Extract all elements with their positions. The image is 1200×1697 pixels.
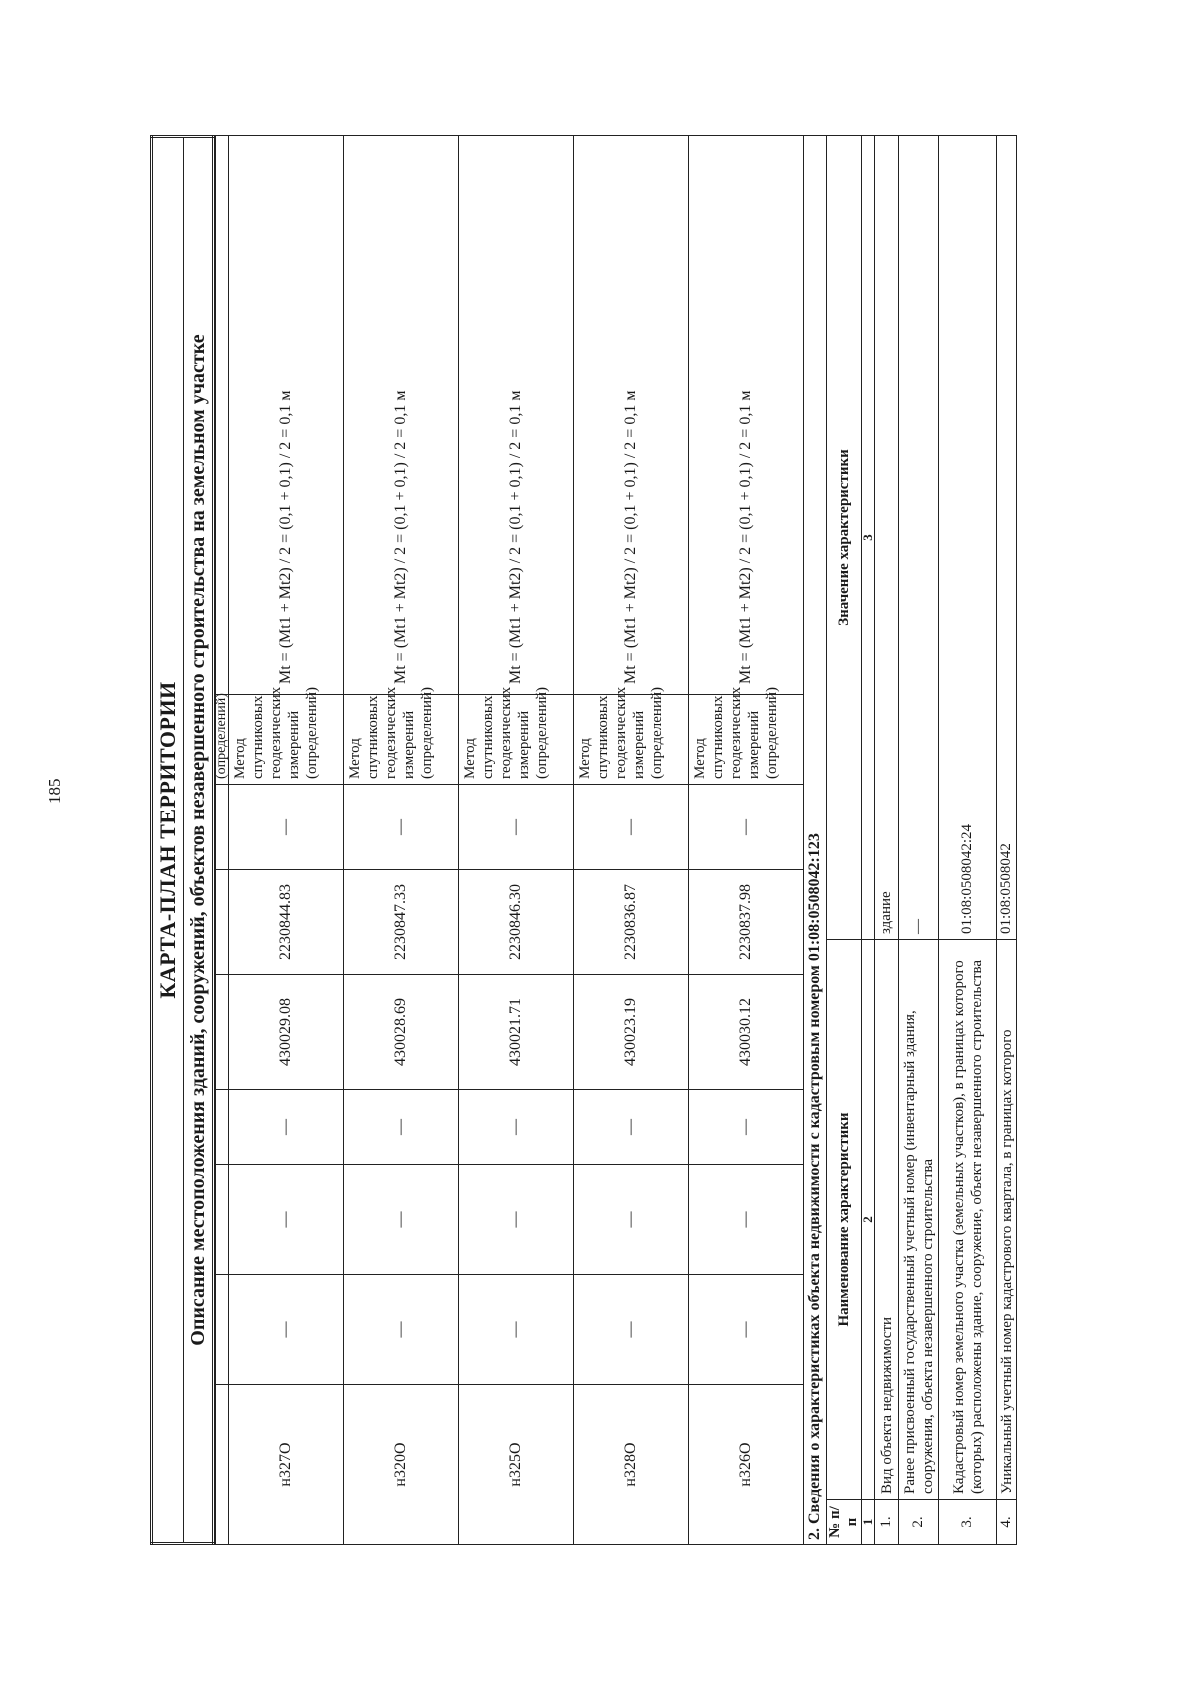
- coordinate-x: 430030.12: [689, 975, 804, 1090]
- table-row: [344, 136, 459, 1545]
- rotated-document: [150, 135, 1060, 1545]
- empty-value: —: [229, 1165, 344, 1275]
- characteristic-name: Кадастровый номер земельного участка (земельных участков), в границах которого (которых) расположены здание, сооружение, объект незавершенного строительства: [939, 940, 997, 1500]
- table-row: [875, 136, 899, 1545]
- table-row: [899, 136, 939, 1545]
- section-subtitle: Описание местоположения зданий, сооружений, объектов незавершенного строительства на земельном участке: [184, 137, 214, 1544]
- characteristic-value: 01:08:0508042:24: [939, 136, 997, 940]
- empty-value: —: [459, 785, 574, 870]
- section2-heading-table: [804, 135, 826, 1545]
- characteristic-value: здание: [875, 136, 899, 940]
- row-index: 3.: [939, 1500, 997, 1545]
- method-description: Метод спутниковых геодезических измерений (определений): [229, 695, 344, 785]
- empty-value: —: [574, 1090, 689, 1165]
- coordinate-x: 430021.71: [459, 975, 574, 1090]
- empty-value: —: [689, 1090, 804, 1165]
- empty-value: —: [229, 1090, 344, 1165]
- empty-value: —: [344, 1275, 459, 1385]
- table-row: [216, 136, 229, 1545]
- accuracy-formula: Mt = (Mt1 + Mt2) / 2 = (0,1 + 0,1) / 2 = 0,1 м: [229, 136, 344, 695]
- accuracy-formula: Mt = (Mt1 + Mt2) / 2 = (0,1 + 0,1) / 2 = 0,1 м: [689, 136, 804, 695]
- table-row: [229, 136, 344, 1545]
- column-header-number: № п/п: [827, 1500, 862, 1545]
- empty-value: —: [574, 1165, 689, 1275]
- characteristic-value: 01:08:0508042: [997, 136, 1017, 940]
- method-description: Метод спутниковых геодезических измерений (определений): [574, 695, 689, 785]
- coordinate-y: 2230844.83: [229, 870, 344, 975]
- coordinates-table: [215, 135, 804, 1545]
- point-name: н326О: [689, 1385, 804, 1545]
- accuracy-formula: Mt = (Mt1 + Mt2) / 2 = (0,1 + 0,1) / 2 = 0,1 м: [574, 136, 689, 695]
- empty-value: —: [689, 1275, 804, 1385]
- accuracy-formula: Mt = (Mt1 + Mt2) / 2 = (0,1 + 0,1) / 2 = 0,1 м: [459, 136, 574, 695]
- section2-heading: 2. Сведения о характеристиках объекта недвижимости с кадастровым номером 01:08:0508042:123: [804, 136, 826, 1545]
- empty-value: —: [459, 1165, 574, 1275]
- table-row: [997, 136, 1017, 1545]
- empty-value: —: [344, 1165, 459, 1275]
- empty-value: —: [229, 1275, 344, 1385]
- point-name: н327О: [229, 1385, 344, 1545]
- table-row: [689, 136, 804, 1545]
- coordinate-x: 430029.08: [229, 975, 344, 1090]
- table-row: [574, 136, 689, 1545]
- column-header-value: Значение характеристики: [827, 136, 862, 940]
- method-description: Метод спутниковых геодезических измерений (определений): [459, 695, 574, 785]
- coordinate-y: 2230837.98: [689, 870, 804, 975]
- column-number: 2: [862, 940, 875, 1500]
- table-row: [459, 136, 574, 1545]
- characteristic-name: Вид объекта недвижимости: [875, 940, 899, 1500]
- column-header-name: Наименование характеристики: [827, 940, 862, 1500]
- row-index: 4.: [997, 1500, 1017, 1545]
- header-table: [150, 135, 215, 1545]
- point-name: н325О: [459, 1385, 574, 1545]
- method-cell-tail: (определений): [216, 695, 229, 785]
- method-description: Метод спутниковых геодезических измерений (определений): [344, 695, 459, 785]
- empty-value: —: [459, 1275, 574, 1385]
- accuracy-formula: Mt = (Mt1 + Mt2) / 2 = (0,1 + 0,1) / 2 = 0,1 м: [344, 136, 459, 695]
- empty-value: —: [574, 1275, 689, 1385]
- empty-value: —: [344, 785, 459, 870]
- characteristic-name: Ранее присвоенный государственный учетный номер (инвентарный здания, сооружения, объекта незавершенного строительства: [899, 940, 939, 1500]
- characteristic-name: Уникальный учетный номер кадастрового квартала, в границах которого: [997, 940, 1017, 1500]
- empty-value: —: [229, 785, 344, 870]
- coordinate-y: 2230847.33: [344, 870, 459, 975]
- empty-value: —: [689, 1165, 804, 1275]
- method-description: Метод спутниковых геодезических измерений (определений): [689, 695, 804, 785]
- column-number: 3: [862, 136, 875, 940]
- row-index: 2.: [899, 1500, 939, 1545]
- empty-value: —: [689, 785, 804, 870]
- empty-value: —: [344, 1090, 459, 1165]
- row-index: 1.: [875, 1500, 899, 1545]
- page-title: КАРТА-ПЛАН ТЕРРИТОРИИ: [152, 137, 184, 1544]
- table-row: [939, 136, 997, 1545]
- empty-value: —: [574, 785, 689, 870]
- point-name: н320О: [344, 1385, 459, 1545]
- coordinate-y: 2230846.30: [459, 870, 574, 975]
- column-number: 1: [862, 1500, 875, 1545]
- coordinate-x: 430028.69: [344, 975, 459, 1090]
- empty-value: —: [459, 1090, 574, 1165]
- coordinate-x: 430023.19: [574, 975, 689, 1090]
- characteristic-value: —: [899, 136, 939, 940]
- page-number: 185: [45, 778, 64, 804]
- coordinate-y: 2230836.87: [574, 870, 689, 975]
- point-name: н328О: [574, 1385, 689, 1545]
- characteristics-table: [826, 135, 1017, 1545]
